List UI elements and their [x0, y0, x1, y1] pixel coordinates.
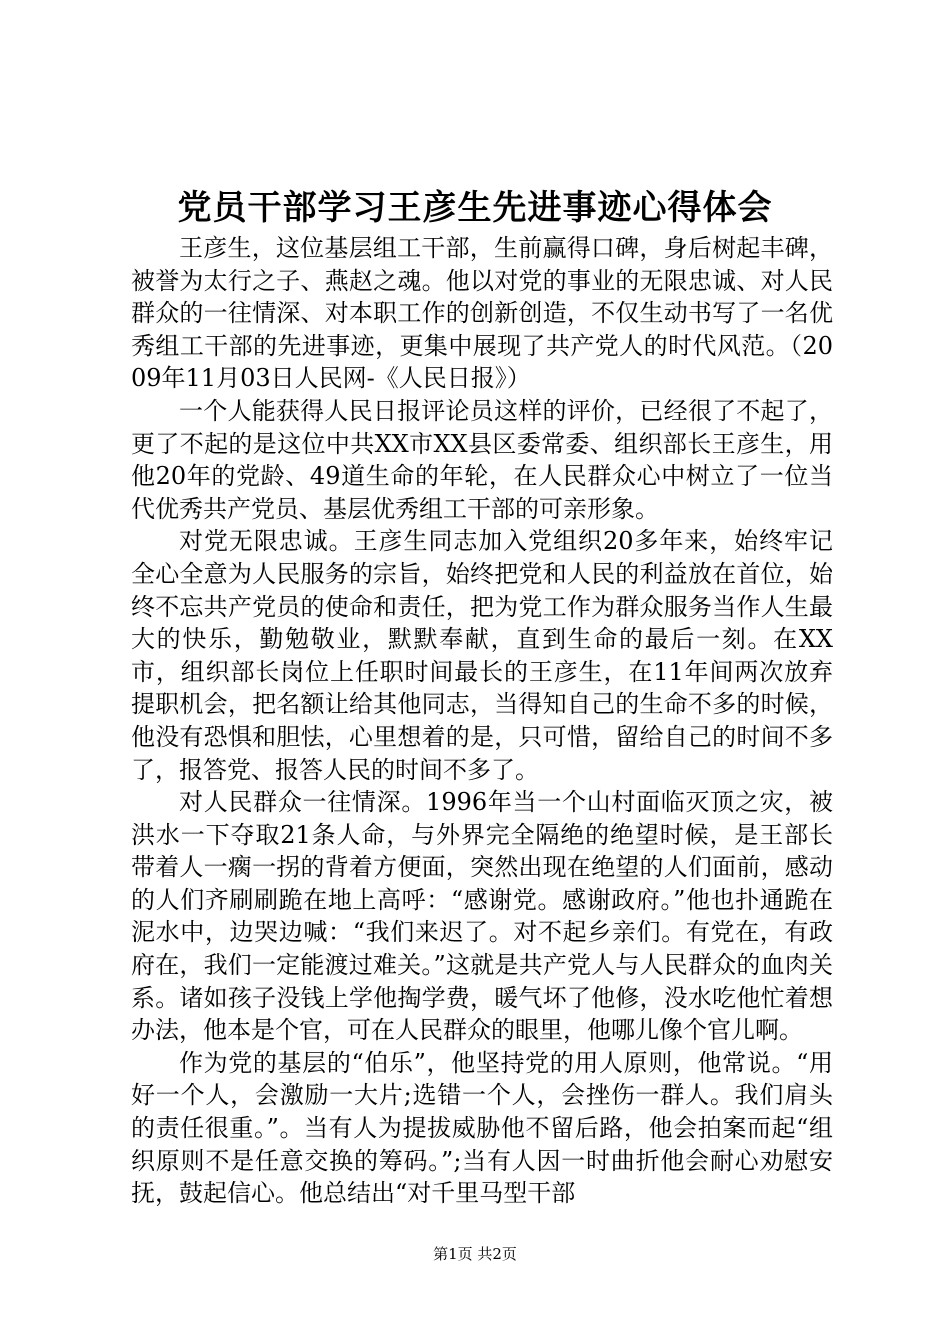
paragraph-5: 作为党的基层的“伯乐”，他坚持党的用人原则，他常说。“用好一个人，会激励一大片;选错一个人，会挫伤一群人。我们肩头的责任很重。”。当有人为提拔威胁他不留后路，他会拍案而起“组织原则不是任意交换的筹码。”;当有人因一时曲折他会耐心劝慰安抚，鼓起信心。他总结出“对千里马型干部 — [131, 1048, 833, 1208]
paragraph-2: 一个人能获得人民日报评论员这样的评价，已经很了不起了，更了不起的是这位中共XX市XX县区委常委、组织部长王彦生，用他20年的党龄、49道生命的年轮，在人民群众心中树立了一位当代优秀共产党员、基层优秀组工干部的可亲形象。 — [131, 396, 833, 523]
page-title: 党员干部学习王彦生先进事迹心得体会 — [177, 188, 773, 228]
paragraph-3: 对党无限忠诚。王彦生同志加入党组织20多年来，始终牢记全心全意为人民服务的宗旨，始终把党和人民的利益放在首位，始终不忘共产党员的使命和责任，把为党工作为群众服务当作人生最大的快乐，勤勉敬业，默默奉献，直到生命的最后一刻。在XX市，组织部长岗位上任职时间最长的王彦生，在11年间两次放弃提职机会，把名额让给其他同志，当得知自己的生命不多的时候，他没有恐惧和胆怯，心里想着的是，只可惜，留给自己的时间不多了，报答党、报答人民的时间不多了。 — [131, 527, 833, 784]
paragraph-1: 王彦生，这位基层组工干部，生前赢得口碑，身后树起丰碑，被誉为太行之子、燕赵之魂。他以对党的事业的无限忠诚、对人民群众的一往情深、对本职工作的创新创造，不仅生动书写了一名优秀组工干部的先进事迹，更集中展现了共产党人的时代风范。（2009年11月03日人民网-《人民日报》） — [131, 234, 833, 393]
paragraph-4: 对人民群众一往情深。1996年当一个山村面临灭顶之灾，被洪水一下夺取21条人命，与外界完全隔绝的绝望时候，是王部长带着人一瘸一拐的背着方便面，突然出现在绝望的人们面前，感动的人们齐刷刷跪在地上高呼：“感谢党。感谢政府。”他也扑通跪在泥水中，边哭边喊：“我们来迟了。对不起乡亲们。有党在，有政府在，我们一定能渡过难关。”这就是共产党人与人民群众的血肉关系。诸如孩子没钱上学他掏学费，暖气坏了他修，没水吃他忙着想办法，他本是个官，可在人民群众的眼里，他哪儿像个官儿啊。 — [131, 788, 833, 1045]
document-body — [131, 232, 833, 1210]
page-footer: 第1页 共2页 — [433, 1245, 517, 1263]
